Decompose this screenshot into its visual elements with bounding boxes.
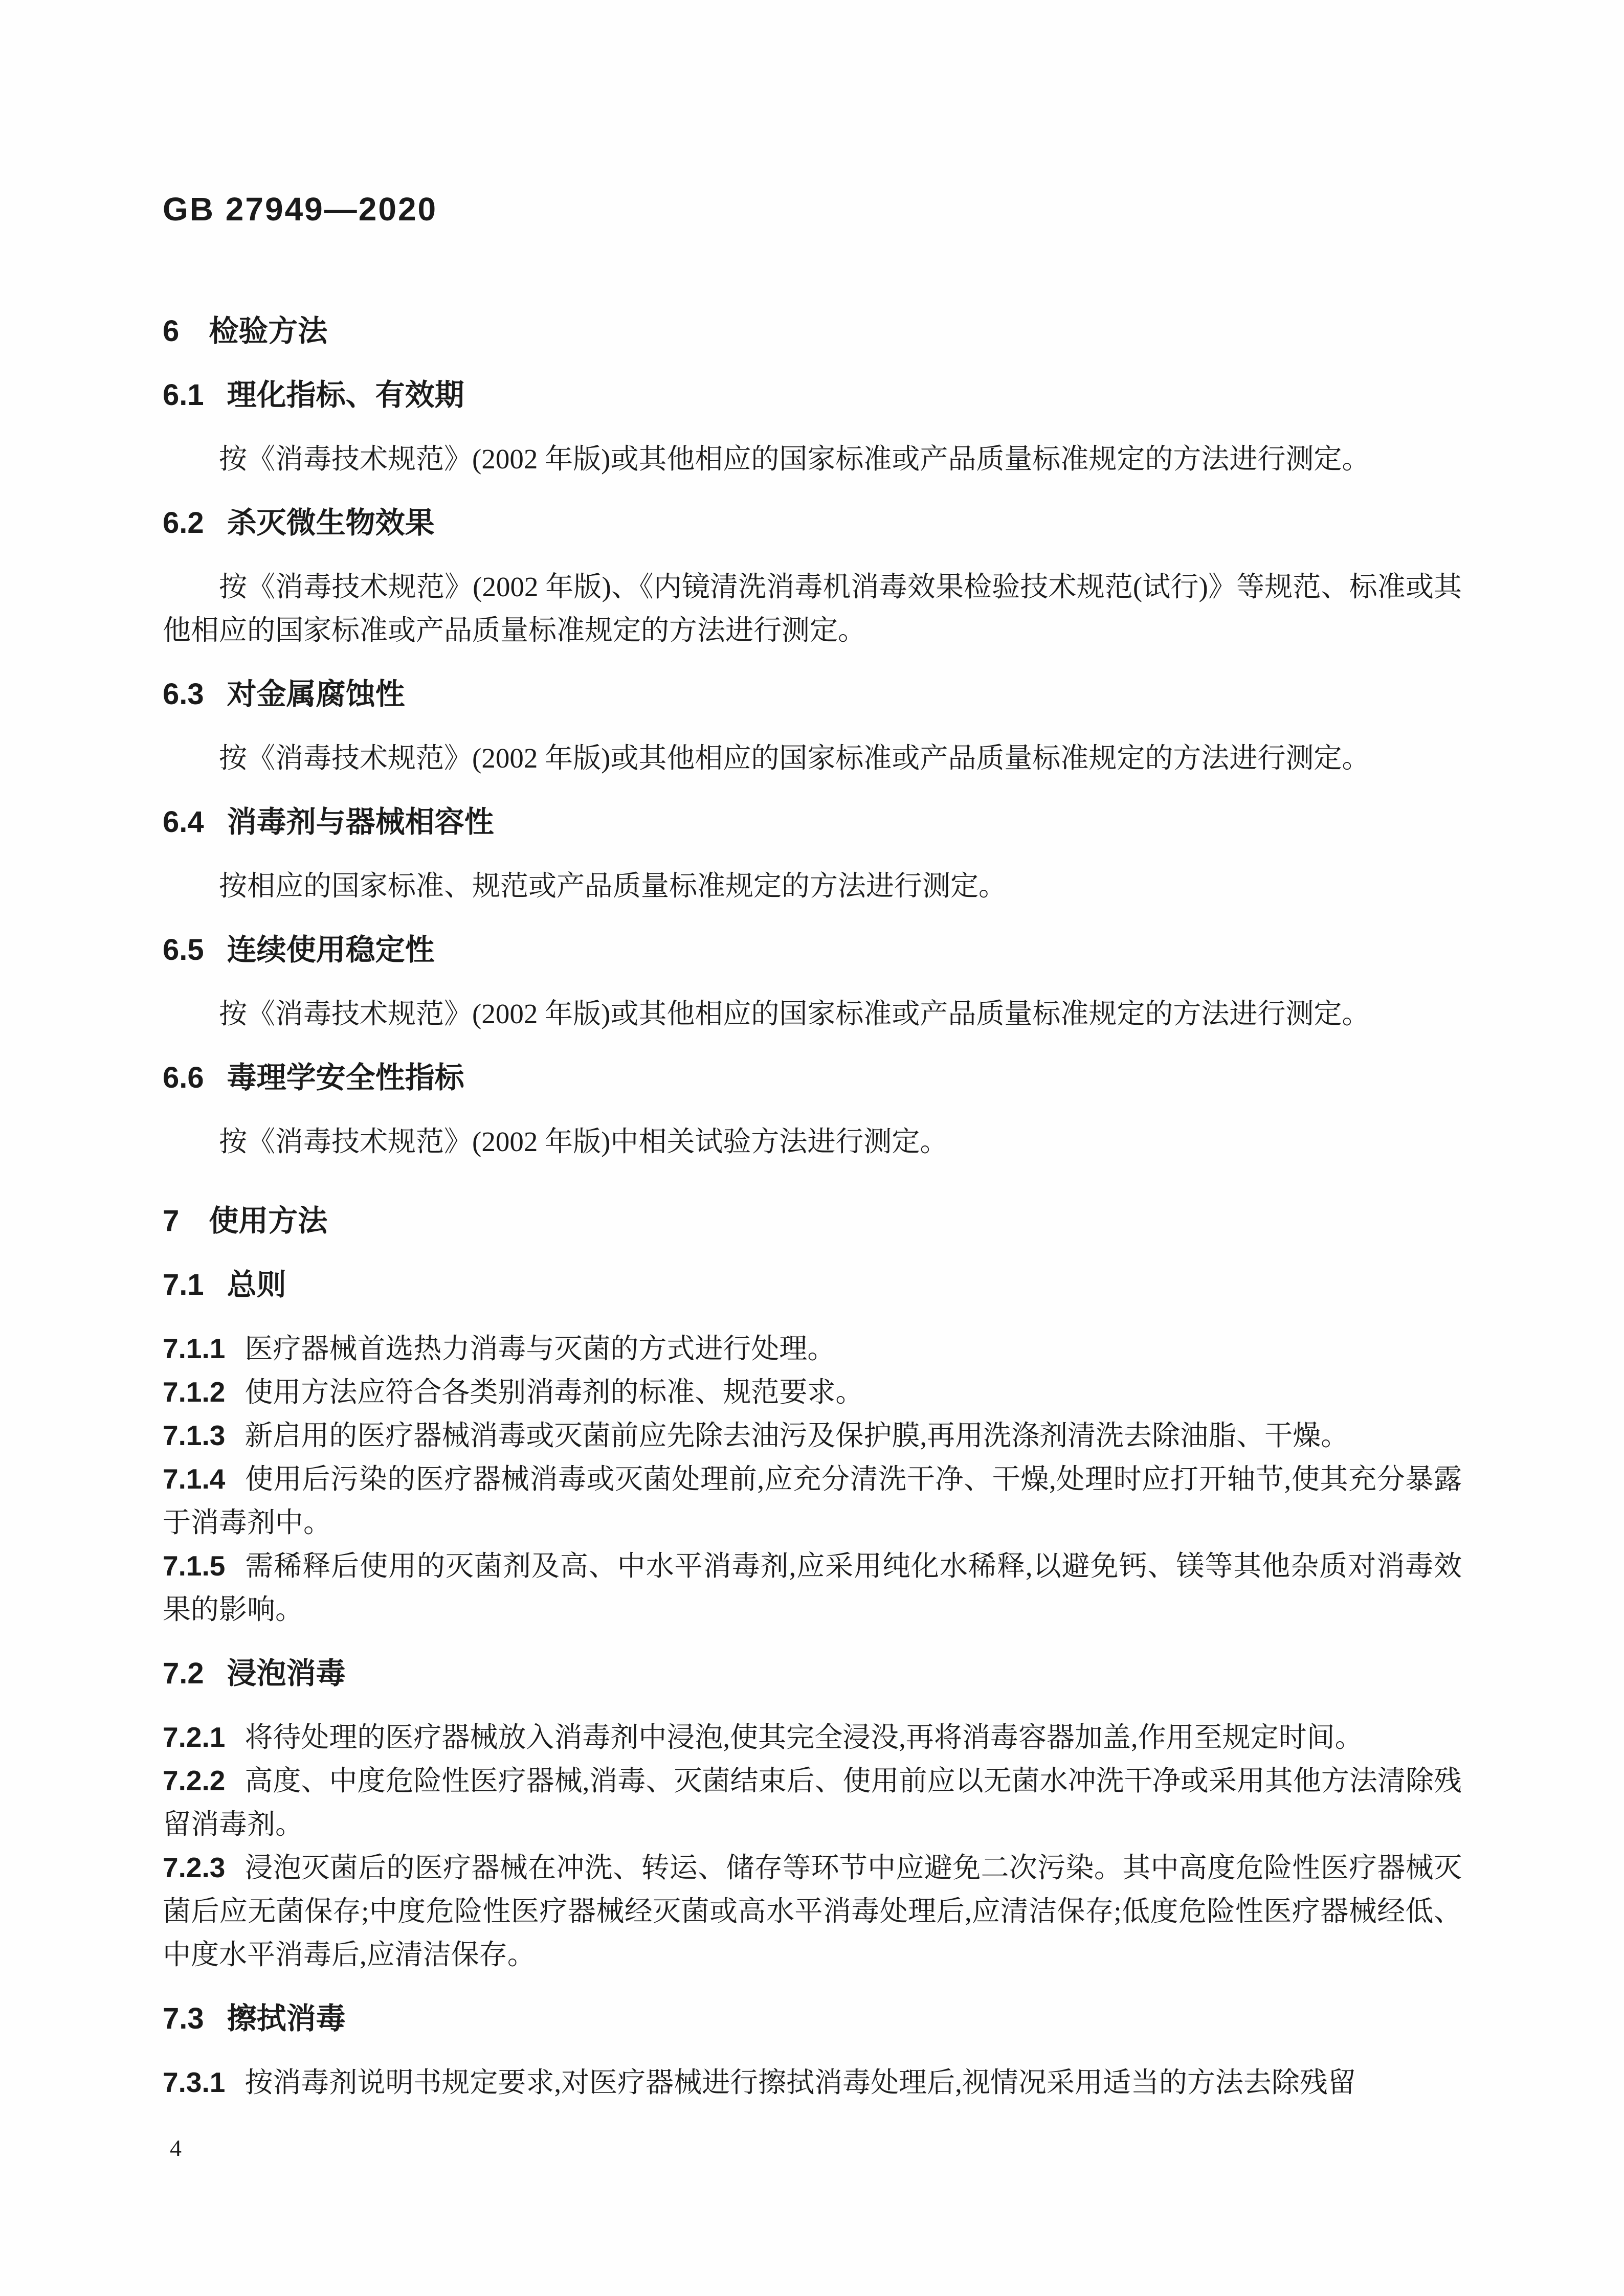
subsection-number: 6.3	[163, 678, 204, 711]
clause-text: 将待处理的医疗器械放入消毒剂中浸泡,使其完全浸没,再将消毒容器加盖,作用至规定时间。	[244, 1722, 1363, 1753]
clause-text: 浸泡灭菌后的医疗器械在冲洗、转运、储存等环节中应避免二次污染。其中高度危险性医疗器械灭菌后应无菌保存;中度危险性医疗器械经灭菌或高水平消毒处理后,应清洁保存;低度危险性医疗器械经低、中度水平消毒后,应清洁保存。	[163, 1852, 1462, 1970]
subsection-heading-7-1	[163, 1263, 1462, 1307]
clause-number: 7.1.3	[163, 1420, 226, 1451]
subsection-title: 杀灭微生物效果	[227, 506, 435, 539]
section-title: 使用方法	[209, 1204, 328, 1237]
paragraph: 按《消毒技术规范》(2002 年版)中相关试验方法进行测定。	[219, 1126, 948, 1157]
section-number: 7	[163, 1204, 180, 1237]
clause-number: 7.1.5	[163, 1550, 226, 1582]
subsection-number: 7.3	[163, 2002, 204, 2035]
standard-number-header: GB 27949—2020	[163, 191, 438, 228]
clause-7-1-2	[163, 1370, 1462, 1414]
clause-7-2-3	[163, 1846, 1462, 1976]
subsection-title: 浸泡消毒	[227, 1657, 346, 1690]
clause-7-2-2	[163, 1759, 1462, 1846]
subsection-title: 理化指标、有效期	[227, 378, 464, 412]
clause-text: 使用方法应符合各类别消毒剂的标准、规范要求。	[244, 1377, 864, 1408]
clause-text: 高度、中度危险性医疗器械,消毒、灭菌结束后、使用前应以无菌水冲洗干净或采用其他方法清除残留消毒剂。	[163, 1765, 1462, 1840]
subsection-heading-6-4	[163, 800, 1462, 844]
subsection-title: 毒理学安全性指标	[227, 1061, 464, 1094]
subsection-heading-6-5	[163, 928, 1462, 972]
clause-text: 新启用的医疗器械消毒或灭菌前应先除去油污及保护膜,再用洗涤剂清洗去除油脂、干燥。	[244, 1420, 1349, 1451]
subsection-number: 7.2	[163, 1657, 204, 1690]
subsection-heading-6-2	[163, 501, 1462, 545]
clause-number: 7.1.4	[163, 1463, 226, 1495]
clause-text: 使用后污染的医疗器械消毒或灭菌处理前,应充分清洗干净、干燥,处理时应打开轴节,使其充分暴露于消毒剂中。	[163, 1464, 1462, 1538]
clause-7-1-1	[163, 1327, 1462, 1370]
clause-text: 需稀释后使用的灭菌剂及高、中水平消毒剂,应采用纯化水稀释,以避免钙、镁等其他杂质对消毒效果的影响。	[163, 1550, 1462, 1625]
paragraph: 按《消毒技术规范》(2002 年版)或其他相应的国家标准或产品质量标准规定的方法进行测定。	[219, 742, 1370, 774]
clause-text: 按消毒剂说明书规定要求,对医疗器械进行擦拭消毒处理后,视情况采用适当的方法去除残留	[244, 2067, 1356, 2098]
paragraph: 按《消毒技术规范》(2002 年版)或其他相应的国家标准或产品质量标准规定的方法进行测定。	[219, 443, 1370, 475]
clause-number: 7.3.1	[163, 2066, 226, 2098]
clause-text: 医疗器械首选热力消毒与灭菌的方式进行处理。	[244, 1333, 836, 1364]
clause-7-1-5	[163, 1544, 1462, 1631]
document-body	[163, 309, 1462, 2104]
subsection-title: 总则	[227, 1268, 286, 1301]
subsection-heading-6-1	[163, 373, 1462, 417]
page-number: 4	[170, 2135, 182, 2161]
paragraph: 按《消毒技术规范》(2002 年版)、《内镜清洗消毒机消毒效果检验技术规范(试行)》等规范、标准或其他相应的国家标准或产品质量标准规定的方法进行测定。	[163, 571, 1462, 646]
subsection-heading-7-3	[163, 1997, 1462, 2040]
section-heading-6	[163, 309, 1462, 353]
clause-number: 7.1.2	[163, 1376, 226, 1408]
subsection-heading-7-2	[163, 1652, 1462, 1695]
clause-number: 7.1.1	[163, 1333, 226, 1364]
subsection-number: 6.1	[163, 378, 204, 412]
clause-number: 7.2.3	[163, 1852, 226, 1883]
section-heading-7	[163, 1199, 1462, 1243]
subsection-number: 6.2	[163, 506, 204, 539]
subsection-number: 6.4	[163, 805, 204, 839]
subsection-title: 对金属腐蚀性	[227, 678, 405, 711]
clause-number: 7.2.2	[163, 1765, 226, 1796]
clause-7-1-4	[163, 1457, 1462, 1544]
subsection-number: 6.6	[163, 1061, 204, 1094]
subsection-number: 7.1	[163, 1268, 204, 1301]
section-number: 6	[163, 314, 180, 348]
section-title: 检验方法	[209, 314, 328, 348]
clause-7-3-1	[163, 2061, 1462, 2104]
clause-7-2-1	[163, 1716, 1462, 1759]
subsection-title: 消毒剂与器械相容性	[227, 805, 494, 839]
clause-number: 7.2.1	[163, 1721, 226, 1753]
subsection-heading-6-6	[163, 1056, 1462, 1099]
clause-7-1-3	[163, 1414, 1462, 1457]
paragraph: 按《消毒技术规范》(2002 年版)或其他相应的国家标准或产品质量标准规定的方法进行测定。	[219, 998, 1370, 1029]
subsection-heading-6-3	[163, 672, 1462, 716]
subsection-number: 6.5	[163, 933, 204, 966]
subsection-title: 连续使用稳定性	[227, 933, 435, 966]
paragraph: 按相应的国家标准、规范或产品质量标准规定的方法进行测定。	[219, 870, 1007, 902]
subsection-title: 擦拭消毒	[227, 2002, 346, 2035]
